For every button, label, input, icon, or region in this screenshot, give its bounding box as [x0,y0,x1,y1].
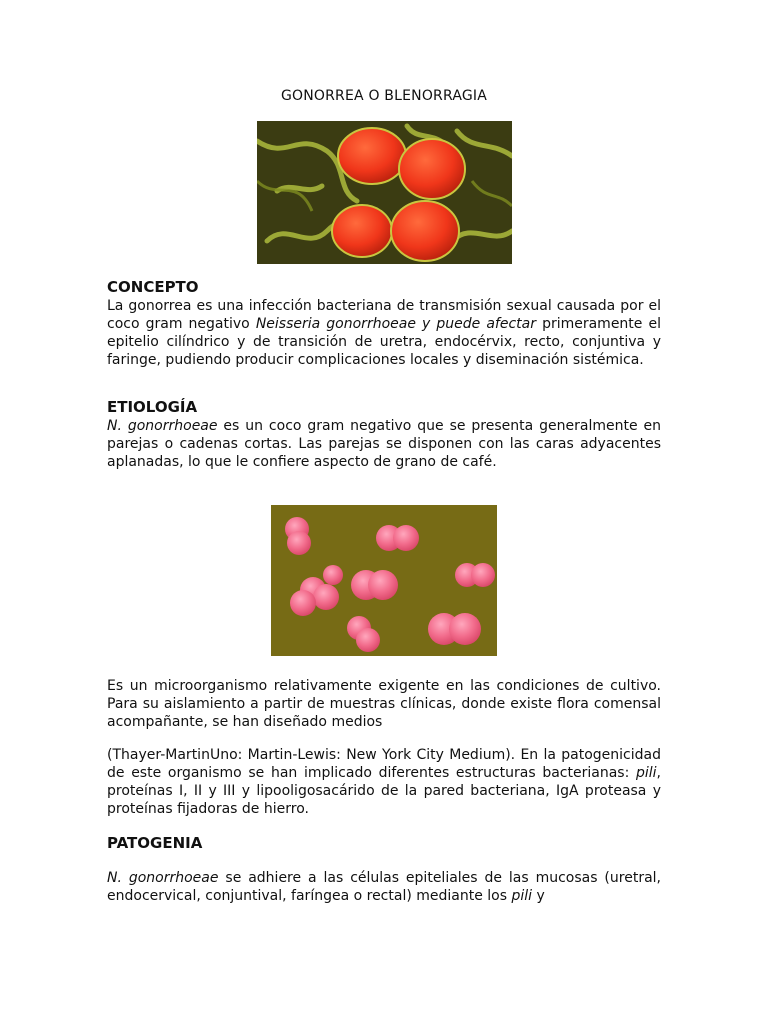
section-heading-patogenia: PATOGENIA [107,834,203,852]
diplococci-image [271,505,497,656]
paragraph-etiologia-1-rest: es un coco gram negativo que se presenta generalmente en parejas o cadenas cortas. Las parejas se disponen con las caras adyacentes aplanadas, lo que le confiere aspecto de grano de café. [107,418,661,470]
paragraph-etiologia-3 [107,746,661,818]
paragraph-concepto-italic: Neisseria gonorrhoeae y puede afectar [255,316,536,332]
paragraph-etiologia-1-italic: N. gonorrhoeae [107,418,218,434]
section-heading-concepto: CONCEPTO [107,278,199,296]
paragraph-etiologia-3-rest: , proteínas I, II y III y lipooligosacárido de la pared bacteriana, IgA proteasa y proteínas fijadoras de hierro. [107,765,661,817]
paragraph-patogenia-text: se adhiere a las células epiteliales de las mucosas (uretral, endocervical, conjuntival, faríngea o rectal) mediante los [107,870,661,904]
paragraph-patogenia-italic: N. gonorrhoeae [107,870,219,886]
document-title: GONORREA O BLENORRAGIA [280,88,488,104]
paragraph-etiologia-3-text: (Thayer-MartinUno: Martin-Lewis: New York City Medium). En la patogenicidad de este organismo se han implicado diferentes estructuras bacterianas: [107,747,661,781]
paragraph-concepto-rest: primeramente el epitelio cilíndrico y de transición de uretra, endocérvix, recto, conjuntiva y faringe, pudiendo producir complicaciones locales y diseminación sistémica. [107,316,661,368]
gonococci-image [257,121,512,264]
paragraph-patogenia-italic-2: pili [511,888,533,904]
paragraph-patogenia [107,869,661,905]
paragraph-etiologia-3-italic: pili [635,765,657,781]
paragraph-concepto-text: La gonorrea es una infección bacteriana de transmisión sexual causada por el coco gram negativo [107,298,661,332]
paragraph-concepto [107,297,661,369]
paragraph-etiologia-1 [107,417,661,471]
paragraph-patogenia-end: y [532,888,545,904]
section-heading-etiologia: ETIOLOGÍA [107,398,198,416]
paragraph-etiologia-2: Es un microorganismo relativamente exigente en las condiciones de cultivo. Para su aislamiento a partir de muestras clínicas, donde existe flora comensal acompañante, se han diseñado medios [107,678,661,730]
